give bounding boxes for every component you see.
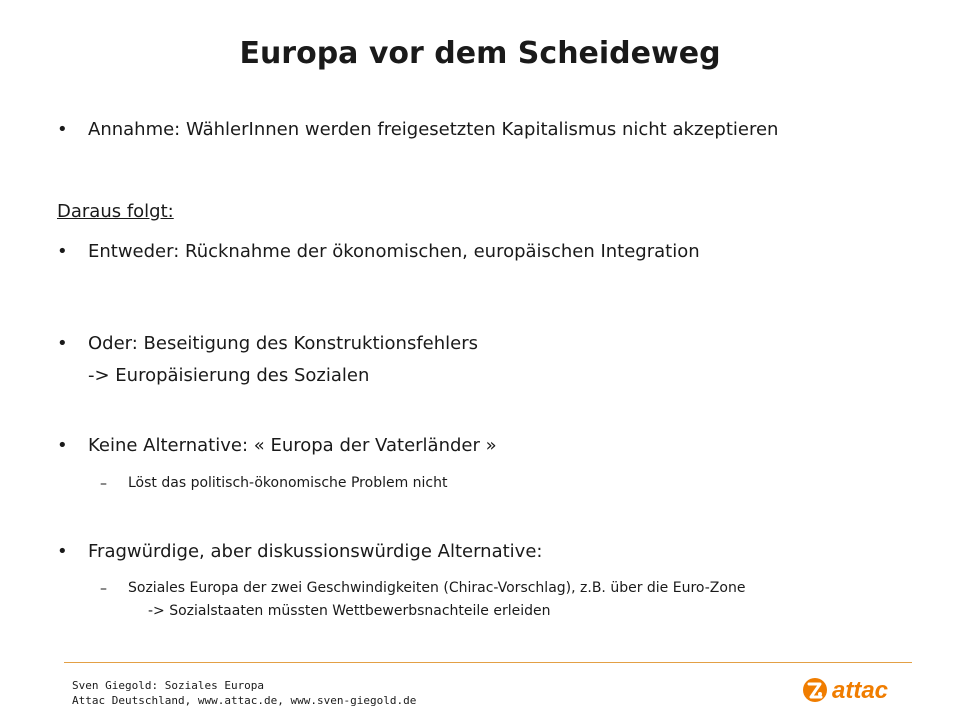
bullet-icon: • — [57, 241, 68, 262]
bullet-oder: Oder: Beseitigung des Konstruktionsfehlers — [88, 333, 478, 354]
bullet-annahme: Annahme: WählerInnen werden freigesetzten Kapitalismus nicht akzeptieren — [88, 119, 779, 140]
footer-divider — [64, 662, 912, 663]
attac-logo — [800, 670, 910, 710]
attac-logo-icon — [803, 678, 827, 702]
footer — [72, 678, 416, 708]
attac-logo-wordmark: attac — [832, 677, 889, 704]
footer-author: Sven Giegold: Soziales Europa — [72, 679, 265, 692]
bullet-keine-alternative: Keine Alternative: « Europa der Vaterländer » — [88, 435, 497, 456]
bullet-icon: • — [57, 541, 68, 562]
bullet-entweder: Entweder: Rücknahme der ökonomischen, europäischen Integration — [88, 241, 700, 262]
sub-bullet-continuation: -> Sozialstaaten müssten Wettbewerbsnachteile erleiden — [148, 603, 551, 619]
bullet-icon: • — [57, 119, 68, 140]
dash-icon: – — [100, 476, 107, 492]
section-heading: Daraus folgt: — [57, 201, 174, 222]
bullet-icon: • — [57, 333, 68, 354]
dash-icon: – — [100, 581, 107, 597]
sub-bullet-soziales-europa: Soziales Europa der zwei Geschwindigkeiten (Chirac-Vorschlag), z.B. über die Euro-Zone — [128, 580, 746, 596]
sub-bullet-problem: Löst das politisch-ökonomische Problem nicht — [128, 475, 448, 491]
bullet-oder-continuation: -> Europäisierung des Sozialen — [88, 365, 370, 386]
slide-title: Europa vor dem Scheideweg — [239, 36, 721, 71]
footer-websites: Attac Deutschland, www.attac.de, www.sven-giegold.de — [72, 694, 417, 707]
bullet-fragwuerdige: Fragwürdige, aber diskussionswürdige Alternative: — [88, 541, 543, 562]
bullet-icon: • — [57, 435, 68, 456]
